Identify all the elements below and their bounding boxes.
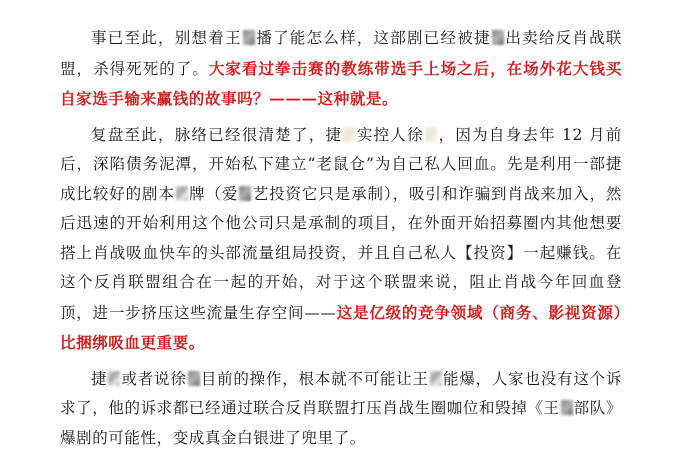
redacted-mosaic	[176, 186, 188, 201]
body-text: 复盘至此，脉络已经很清楚了，捷	[91, 125, 343, 144]
redacted-mosaic	[243, 30, 255, 45]
paragraph-1	[60, 24, 622, 115]
redacted-mosaic	[425, 127, 437, 142]
body-text: 目前的操作，根本就不可能让王	[200, 369, 429, 388]
redacted-mosaic	[492, 30, 504, 45]
redacted-mosaic	[430, 371, 442, 386]
body-text: 艺投资它只是承制），吸引和诈骗到肖战来加入，然后迅速的开始利用这个他公司只是承制的项目，在外面开始招募圈内其他想要搭上肖战吸血快车的头部流量组局投资，并且自己私人【投资】一起赚钱。在这个反肖联盟组合在一起的开始，对于这个联盟来说，阻止肖战今年回血登顶，进一步挤压这些流量生存空间——	[60, 184, 622, 322]
redacted-mosaic	[188, 371, 200, 386]
body-text: ，因为自身去年 12 月前后，深陷债务泥潭，开始私下建立“老鼠仓”为自己私人回血。先是利用一部捷成比较好的剧本	[60, 125, 622, 203]
highlighted-text: 大家看过拳击赛的教练带选手上场之后，在场外花大钱买自家选手输来赢钱的故事吗？———这种就是。	[60, 58, 622, 108]
redacted-mosaic	[343, 127, 355, 142]
body-text: 或者说徐	[121, 369, 187, 388]
body-text: 能爆，人家也没有这个诉求了，他的诉求都已经通过联合反肖联盟打压肖战生圈咖位和毁掉《王	[60, 369, 622, 417]
body-text: 捷	[91, 369, 108, 388]
body-text: 出卖给反肖战联盟，杀得死死的了。	[60, 29, 622, 78]
redacted-mosaic	[561, 400, 573, 415]
body-text: 事已至此，别想着王	[91, 29, 242, 47]
redacted-mosaic	[239, 186, 251, 201]
paragraph-2	[60, 121, 622, 359]
document-body	[60, 24, 622, 453]
body-text: 播了能怎么样，这部剧已经被捷	[255, 29, 491, 47]
redacted-mosaic	[108, 371, 120, 386]
body-text: 部队》爆剧的可能性，变成真金白银进了兜里了。	[60, 399, 622, 447]
highlighted-text: 这是亿级的竞争领域（商务、影视资源）比捆绑吸血更重要。	[60, 302, 622, 352]
body-text: 牌（爱	[188, 184, 239, 203]
body-text: 实控人徐	[356, 125, 424, 144]
paragraph-3	[60, 365, 622, 454]
